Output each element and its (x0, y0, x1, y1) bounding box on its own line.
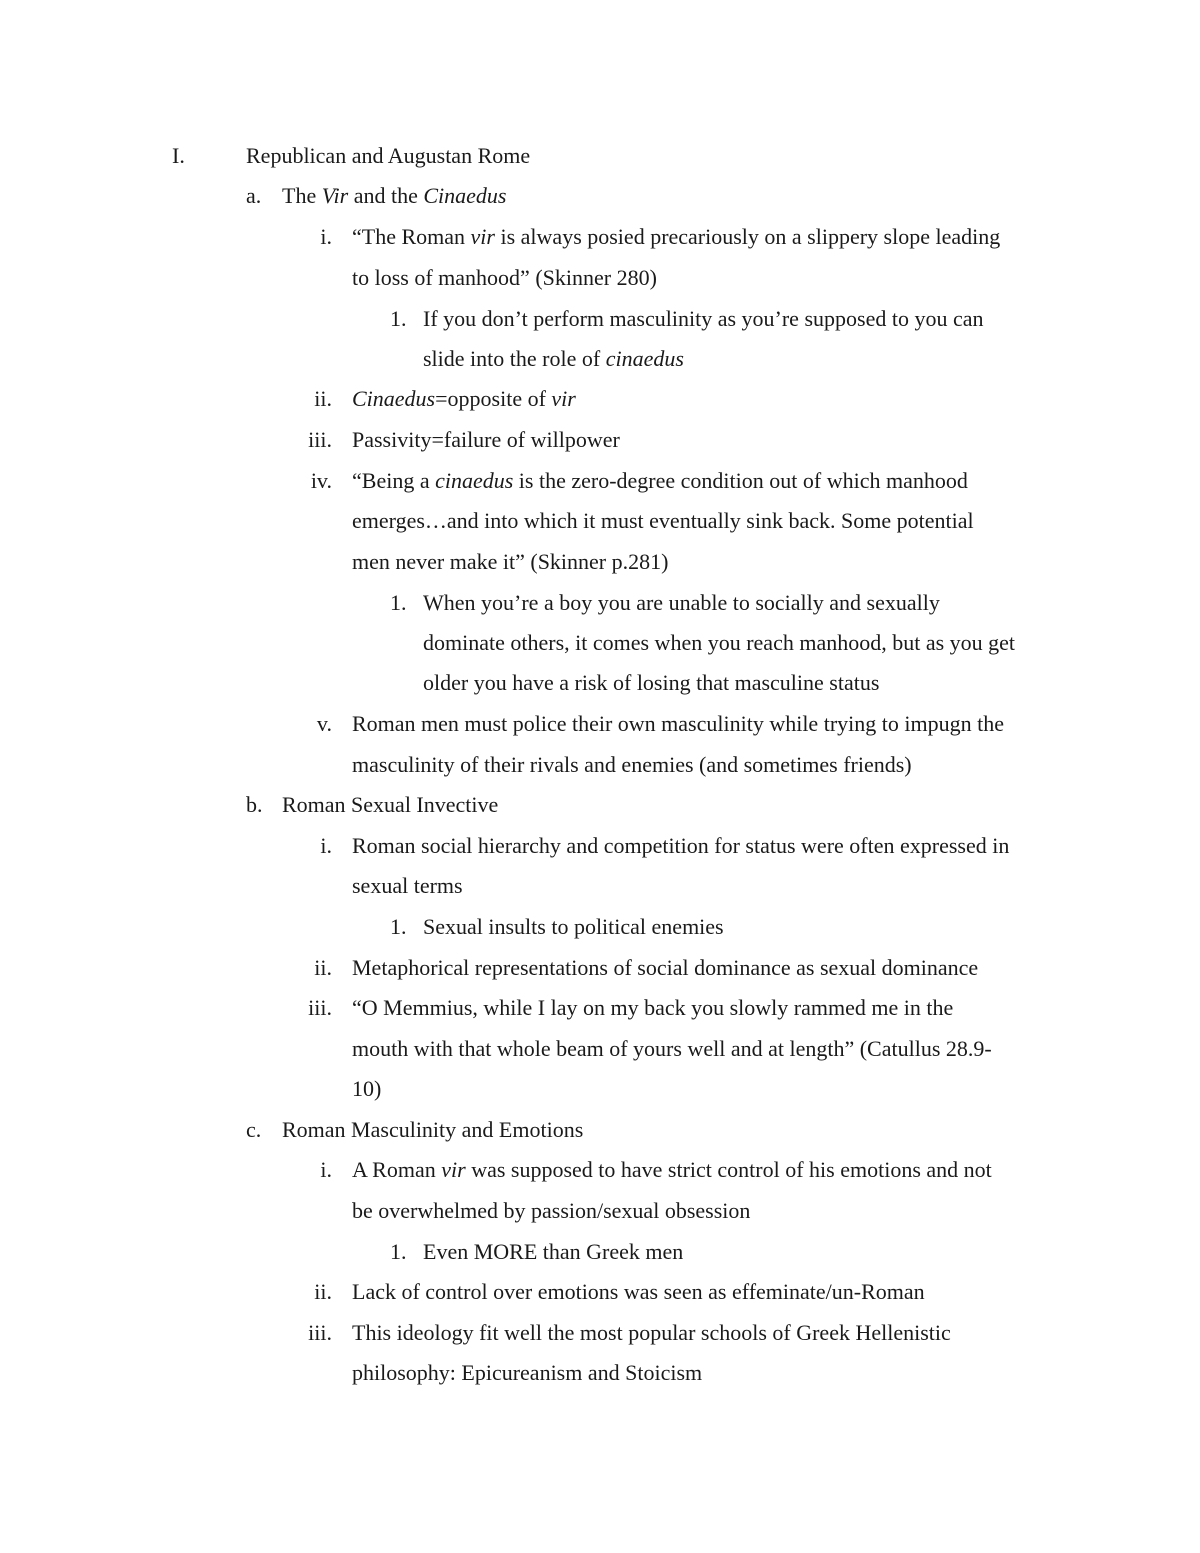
outline-marker-numeral: iii. (308, 995, 332, 1020)
outline-marker-number: 1. (390, 590, 407, 615)
outline-marker-numeral: i. (320, 833, 332, 858)
outline-marker-letter: c. (246, 1117, 262, 1142)
outline-marker-letter: b. (246, 792, 263, 817)
section-heading: Republican and Augustan Rome (246, 143, 531, 168)
outline-item-text: “Being a cinaedus is the zero-degree condition out of which manhood (352, 468, 968, 493)
outline-item-text: slide into the role of cinaedus (423, 346, 684, 371)
outline-item-text: to loss of manhood” (Skinner 280) (352, 265, 657, 290)
outline-item-text: This ideology fit well the most popular schools of Greek Hellenistic (352, 1320, 951, 1345)
outline-marker-numeral: ii. (314, 1279, 332, 1304)
outline-item-text: Passivity=failure of willpower (352, 427, 620, 452)
outline-item-text: older you have a risk of losing that masculine status (423, 670, 880, 695)
outline-item-text: Lack of control over emotions was seen as effeminate/un-Roman (352, 1279, 925, 1304)
outline-item-text: be overwhelmed by passion/sexual obsession (352, 1198, 751, 1223)
outline-marker-numeral: i. (320, 1157, 332, 1182)
outline-marker-numeral: iii. (308, 427, 332, 452)
outline-marker-number: 1. (390, 914, 407, 939)
outline-item-text: Metaphorical representations of social dominance as sexual dominance (352, 955, 979, 980)
outline-marker-letter: a. (246, 183, 262, 208)
outline-item-text: sexual terms (352, 873, 463, 898)
outline-marker-numeral: iii. (308, 1320, 332, 1345)
outline-marker-numeral: ii. (314, 955, 332, 980)
outline-item-text: “O Memmius, while I lay on my back you slowly rammed me in the (352, 995, 954, 1020)
outline-item-text: When you’re a boy you are unable to socially and sexually (423, 590, 940, 615)
outline-item-text: Roman social hierarchy and competition for status were often expressed in (352, 833, 1010, 858)
outline-marker-roman: I. (172, 143, 185, 168)
outline-item-text: dominate others, it comes when you reach manhood, but as you get (423, 630, 1016, 655)
outline-marker-number: 1. (390, 1239, 407, 1264)
outline-marker-number: 1. (390, 306, 407, 331)
outline-marker-numeral: ii. (314, 386, 332, 411)
outline-item-text: masculinity of their rivals and enemies (and sometimes friends) (352, 752, 912, 777)
outline-item-text: 10) (352, 1076, 382, 1101)
outline-item-text: Even MORE than Greek men (423, 1239, 684, 1264)
outline-marker-numeral: i. (320, 224, 332, 249)
outline-marker-numeral: iv. (310, 468, 332, 493)
outline-item-text: mouth with that whole beam of yours well and at length” (Catullus 28.9- (352, 1036, 992, 1061)
outline-item-text: If you don’t perform masculinity as you’re supposed to you can (423, 306, 984, 331)
outline-item-text: Sexual insults to political enemies (423, 914, 724, 939)
outline-item-text: A Roman vir was supposed to have strict control of his emotions and not (352, 1157, 992, 1182)
subsection-heading: The Vir and the Cinaedus (282, 183, 507, 208)
outline-item-text: emerges…and into which it must eventually sink back. Some potential (352, 508, 974, 533)
subsection-heading: Roman Sexual Invective (282, 792, 499, 817)
outline-item-text: men never make it” (Skinner p.281) (352, 549, 669, 574)
outline-item-text: philosophy: Epicureanism and Stoicism (352, 1360, 703, 1385)
outline-item-text: “The Roman vir is always posied precariously on a slippery slope leading (352, 224, 1001, 249)
outline-marker-numeral: v. (316, 711, 332, 736)
outline-item-text: Roman men must police their own masculinity while trying to impugn the (352, 711, 1004, 736)
subsection-heading: Roman Masculinity and Emotions (282, 1117, 584, 1142)
outline-item-text: Cinaedus=opposite of vir (352, 386, 576, 411)
